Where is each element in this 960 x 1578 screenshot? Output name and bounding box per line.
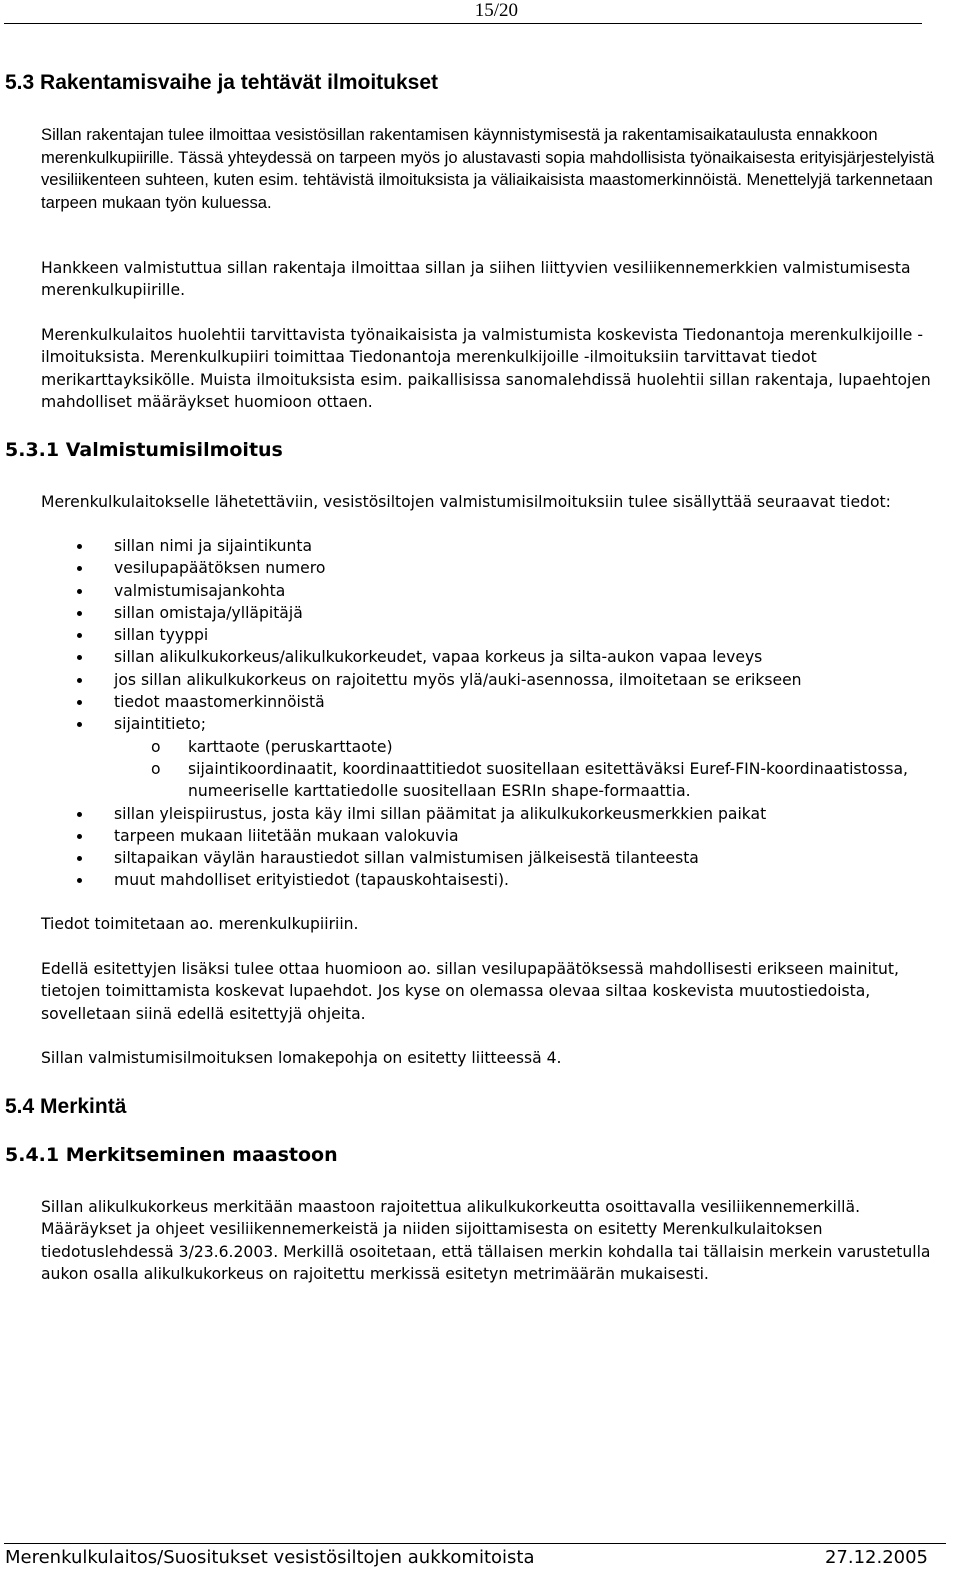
bullet-icon xyxy=(77,678,82,683)
paragraph-construction-notice: Sillan rakentajan tulee ilmoittaa vesistösillan rakentamisen käynnistymisestä ja rakentamisaikataulusta ennakkoon merenkulkupiirille. Tässä yhteydessä on tarpeen myös jo alustavasti sopia mahdollisista työnaikaisesta erityisjärjestelyistä vesiliikenteen suhteen, kuten esim. tehtävistä ilmoituksista ja väliaikaisista maastomerkinnöistä. Menettelyjä tarkennetaan tarpeen mukaan työn kuluessa. xyxy=(41,125,935,212)
paragraph-marking-on-site: Sillan alikulkukorkeus merkitään maastoon rajoitettua alikulkukorkeutta osoittavalla vesiliikennemerkillä. Määräykset ja ohjeet vesiliikennemerkeistä ja niiden sijoittamisesta on esitetty Merenkulkulaitoksen tiedotuslehdessä 3/23.6.2003. Merkillä osoitetaan, että tällaisen merkin kohdalla tai tällaisin merkein varustetulla aukon osalla alikulkukorkeus on rajoitettu merkissä esitetyn metrimäärän mukaisesti. xyxy=(41,1198,931,1283)
sub-list-item: o sijaintikoordinaatit, koordinaattitiedot suositellaan esitettäväksi Euref-FIN-koordinaatistossa, numeeriselle karttatiedolle suositellaan ESRIn shape-formaattia. xyxy=(151,759,908,801)
bullet-icon xyxy=(77,856,82,861)
bullet-icon xyxy=(77,544,82,549)
list-item: sillan tyyppi xyxy=(0,624,960,646)
required-info-list xyxy=(0,535,960,892)
header-rule xyxy=(4,23,922,24)
bullet-icon xyxy=(77,812,82,817)
footer-rule xyxy=(4,1543,946,1544)
bullet-icon xyxy=(77,611,82,616)
list-item: sijaintitieto; xyxy=(0,713,960,735)
bullet-icon xyxy=(77,878,82,883)
paragraph-notices-to-mariners: Merenkulkulaitos huolehtii tarvittavista työnaikaisista ja valmistumista koskevista Tiedonantoja merenkulkijoille -ilmoituksista. Merenkulkupiiri toimittaa Tiedonantoja merenkulkijoille -ilmoituksiin tarvittavat tiedot merikarttayksikölle. Muista ilmoituksista esim. paikallisissa sanomalehdissä huolehtii sillan rakentaja, lupaehtojen mahdolliset määräykset huomioon ottaen. xyxy=(41,326,931,411)
section-heading-5-4-1: 5.4.1 Merkitseminen maastoon xyxy=(5,1144,338,1166)
footer-title: Merenkulkulaitos/Suositukset vesistösiltojen aukkomitoista xyxy=(5,1547,535,1568)
bullet-icon xyxy=(77,700,82,705)
bullet-icon xyxy=(77,566,82,571)
bullet-icon xyxy=(77,589,82,594)
list-item: valmistumisajankohta xyxy=(0,580,960,602)
list-item: sillan yleispiirustus, josta käy ilmi sillan päämitat ja alikulkukorkeusmerkkien paikat xyxy=(0,803,960,825)
section-heading-5-3: 5.3 Rakentamisvaihe ja tehtävät ilmoitukset xyxy=(5,71,439,94)
list-item: sillan alikulkukorkeus/alikulkukorkeudet, vapaa korkeus ja silta-aukon vapaa leveys xyxy=(0,646,960,668)
list-item: siltapaikan väylän haraustiedot sillan valmistumisen jälkeisestä tilanteesta xyxy=(0,847,960,869)
list-item: vesilupapäätöksen numero xyxy=(0,557,960,579)
page-number: 15/20 xyxy=(474,0,518,21)
paragraph-form-template: Sillan valmistumisilmoituksen lomakepohja on esitetty liitteessä 4. xyxy=(41,1049,562,1067)
bullet-icon xyxy=(77,655,82,660)
paragraph-completion-report-intro: Merenkulkulaitokselle lähetettäviin, vesistösiltojen valmistumisilmoituksiin tulee sisällyttää seuraavat tiedot: xyxy=(41,493,891,511)
section-heading-5-3-1: 5.3.1 Valmistumisilmoitus xyxy=(5,439,283,461)
circle-bullet-icon: o xyxy=(151,737,161,756)
bullet-icon xyxy=(77,722,82,727)
list-item: tiedot maastomerkinnöistä xyxy=(0,691,960,713)
list-item: sillan nimi ja sijaintikunta xyxy=(0,535,960,557)
bullet-icon xyxy=(77,834,82,839)
paragraph-permit-conditions: Edellä esitettyjen lisäksi tulee ottaa huomioon ao. sillan vesilupapäätöksessä mahdollisesti erikseen mainitut, tietojen toimittamista koskevat lupaehdot. Jos kyse on olemassa olevaa siltaa koskevista muutostiedoista, sovelletaan siinä edellä esitettyjä ohjeita. xyxy=(41,960,899,1023)
list-item: sillan omistaja/ylläpitäjä xyxy=(0,602,960,624)
list-item: jos sillan alikulkukorkeus on rajoitettu myös ylä/auki-asennossa, ilmoitetaan se erikseen xyxy=(0,669,960,691)
paragraph-completion-notice: Hankkeen valmistuttua sillan rakentaja ilmoittaa sillan ja siihen liittyvien vesiliikennemerkkien valmistumisesta merenkulkupiirille. xyxy=(41,259,911,300)
footer-date: 27.12.2005 xyxy=(824,1547,928,1568)
circle-bullet-icon: o xyxy=(151,759,161,778)
list-item: muut mahdolliset erityistiedot (tapauskohtaisesti). xyxy=(0,869,960,891)
bullet-icon xyxy=(77,633,82,638)
sub-list-item: o karttaote (peruskarttaote) xyxy=(0,736,960,758)
list-item: tarpeen mukaan liitetään mukaan valokuvia xyxy=(0,825,960,847)
section-heading-5-4: 5.4 Merkintä xyxy=(5,1095,127,1118)
paragraph-delivery: Tiedot toimitetaan ao. merenkulkupiiriin. xyxy=(41,915,359,933)
